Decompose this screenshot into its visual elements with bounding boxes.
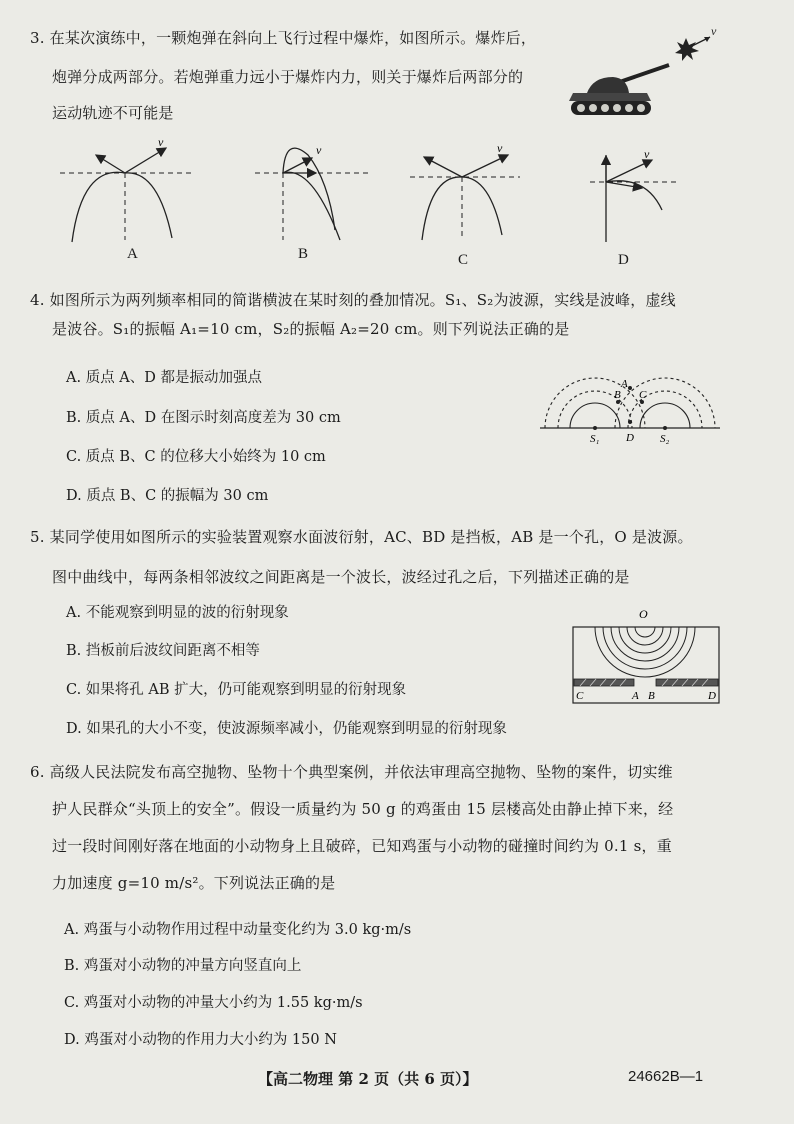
trajectory-d — [590, 147, 680, 242]
q3-option-c[interactable]: C — [458, 252, 469, 268]
q6-line2: 护人民群众“头顶上的安全”。假设一质量约为 50 g 的鸡蛋由 15 层楼高处由静止掉下来，经 — [52, 800, 674, 818]
svg-text:C: C — [576, 690, 584, 702]
tank-figure — [565, 25, 725, 125]
q4-option-b[interactable]: B. 质点 A、D 在图示时刻高度差为 30 cm — [66, 410, 341, 426]
svg-text:v: v — [497, 141, 503, 155]
svg-text:B: B — [614, 389, 621, 401]
q3-option-b[interactable]: B — [298, 246, 309, 262]
q3-line1: 3. 在某次演练中，一颗炮弹在斜向上飞行过程中爆炸，如图所示。爆炸后， — [30, 29, 537, 47]
interference-figure — [540, 350, 730, 450]
q5-option-b[interactable]: B. 挡板前后波纹间距离不相等 — [66, 643, 260, 659]
q4-option-d[interactable]: D. 质点 B、C 的振幅为 30 cm — [66, 488, 269, 504]
q4-option-c[interactable]: C. 质点 B、C 的位移大小始终为 10 cm — [66, 449, 326, 465]
q3-line3: 运动轨迹不可能是 — [52, 104, 174, 122]
q6-option-d[interactable]: D. 鸡蛋对小动物的作用力大小约为 150 N — [64, 1032, 337, 1048]
svg-text:C: C — [639, 389, 647, 401]
svg-text:D: D — [626, 432, 634, 444]
paper-code: 24662B—1 — [628, 1068, 704, 1085]
q3-option-d[interactable]: D — [618, 252, 629, 268]
q5-line2: 图中曲线中，每两条相邻波纹之间距离是一个波长，波经过孔之后，下列描述正确的是 — [52, 568, 630, 586]
q4-option-a[interactable]: A. 质点 A、D 都是振动加强点 — [66, 370, 263, 386]
svg-text:v: v — [644, 147, 650, 161]
trajectory-a — [60, 135, 195, 242]
svg-text:O: O — [639, 607, 648, 621]
svg-text:A: A — [621, 378, 628, 390]
tank-v-label: v — [711, 24, 717, 38]
trajectory-diagrams — [50, 130, 690, 290]
q5-option-c[interactable]: C. 如果将孔 AB 扩大，仍可能观察到明显的衍射现象 — [66, 682, 407, 698]
q4-line1: 4. 如图所示为两列频率相同的简谐横波在某时刻的叠加情况。S₁、S₂为波源，实线是波峰，虚线 — [30, 291, 676, 309]
svg-text:S₂: S₂ — [660, 433, 670, 445]
q6-line1: 6. 高级人民法院发布高空抛物、坠物十个典型案例，并依法审理高空抛物、坠物的案件，切实维 — [30, 763, 673, 781]
svg-text:A: A — [632, 690, 639, 702]
svg-text:D: D — [708, 690, 716, 702]
q6-line3: 过一段时间刚好落在地面的小动物身上且破碎，已知鸡蛋与小动物的碰撞时间约为 0.1 s，重 — [52, 837, 672, 855]
page-footer: 【高二物理 第 2 页（共 6 页）】 — [258, 1070, 478, 1088]
q5-option-d[interactable]: D. 如果孔的大小不变，使波源频率减小，仍能观察到明显的衍射现象 — [66, 721, 507, 737]
trajectory-b — [255, 143, 370, 240]
q6-option-b[interactable]: B. 鸡蛋对小动物的冲量方向竖直向上 — [64, 958, 302, 974]
explosion-icon — [675, 38, 699, 61]
svg-text:S₁: S₁ — [590, 433, 600, 445]
q4-line2: 是波谷。S₁的振幅 A₁=10 cm，S₂的振幅 A₂=20 cm。则下列说法正确的是 — [52, 320, 570, 338]
q3-line2: 炮弹分成两部分。若炮弹重力远小于爆炸内力，则关于爆炸后两部分的 — [52, 68, 524, 86]
svg-text:B: B — [648, 690, 655, 702]
q3-option-a[interactable]: A — [127, 246, 138, 262]
svg-text:v: v — [158, 135, 164, 149]
svg-text:v: v — [316, 143, 322, 157]
diffraction-figure — [572, 605, 722, 705]
q6-option-c[interactable]: C. 鸡蛋对小动物的冲量大小约为 1.55 kg·m/s — [64, 995, 363, 1011]
q6-line4: 力加速度 g=10 m/s²。下列说法正确的是 — [52, 874, 336, 892]
q5-option-a[interactable]: A. 不能观察到明显的波的衍射现象 — [66, 605, 289, 621]
q6-option-a[interactable]: A. 鸡蛋与小动物作用过程中动量变化约为 3.0 kg·m/s — [64, 922, 412, 938]
q5-line1: 5. 某同学使用如图所示的实验装置观察水面波衍射，AC、BD 是挡板，AB 是一个孔，O 是波源。 — [30, 528, 693, 546]
trajectory-c — [410, 141, 520, 240]
